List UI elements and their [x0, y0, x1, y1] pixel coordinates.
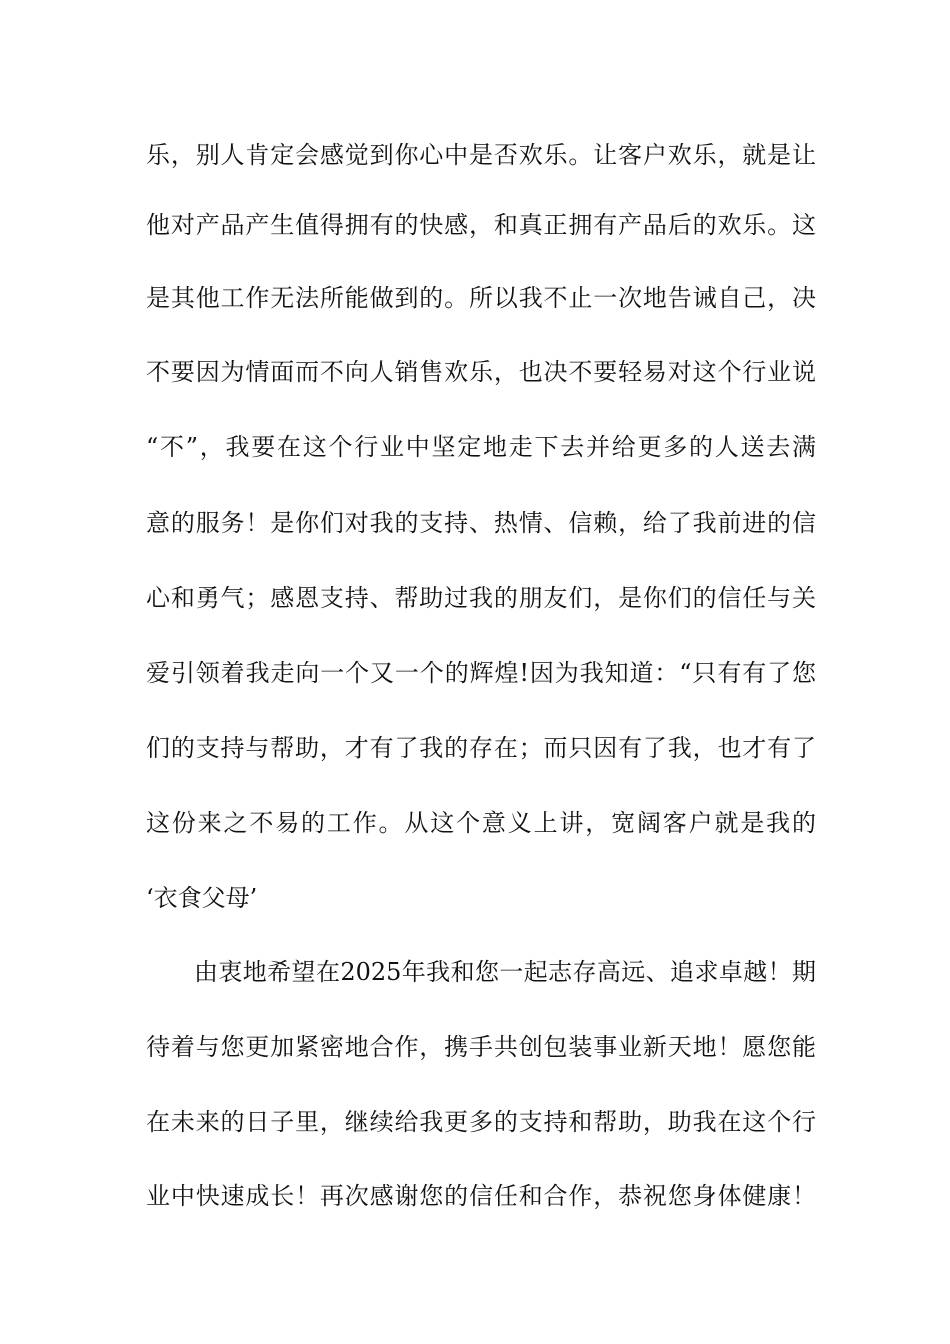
paragraph-line: 由衷地希望在2025年我和您一起志存高远、追求卓越！期 — [194, 958, 816, 986]
paragraph-line: “不”，我要在这个行业中坚定地走下去并给更多的人送去满 — [146, 433, 816, 461]
paragraph-line: 意的服务！是你们对我的支持、热情、信赖，给了我前进的信 — [146, 509, 816, 537]
paragraph-line: 业中快速成长！再次感谢您的信任和合作，恭祝您身体健康！ — [146, 1182, 816, 1210]
paragraph-line: 不要因为情面而不向人销售欢乐，也决不要轻易对这个行业说 — [146, 358, 816, 386]
paragraph-line: 爱引领着我走向一个又一个的辉煌!因为我知道：“只有有了您 — [146, 659, 816, 687]
paragraph-line: 是其他工作无法所能做到的。所以我不止一次地告诫自己，决 — [146, 284, 816, 312]
paragraph-line: 们的支持与帮助，才有了我的存在；而只因有了我，也才有了 — [146, 734, 816, 762]
paragraph-line: ‘衣食父母’ — [146, 884, 258, 912]
paragraph-line: 乐，别人肯定会感觉到你心中是否欢乐。让客户欢乐，就是让 — [146, 141, 816, 169]
paragraph-line: 心和勇气；感恩支持、帮助过我的朋友们，是你们的信任与关 — [146, 584, 816, 612]
paragraph-line: 这份来之不易的工作。从这个意义上讲，宽阔客户就是我的 — [146, 809, 816, 837]
paragraph-line: 他对产品产生值得拥有的快感，和真正拥有产品后的欢乐。这 — [146, 211, 816, 239]
paragraph-line: 待着与您更加紧密地合作，携手共创包装事业新天地！愿您能 — [146, 1033, 816, 1061]
paragraph-line: 在未来的日子里，继续给我更多的支持和帮助，助我在这个行 — [146, 1108, 816, 1136]
